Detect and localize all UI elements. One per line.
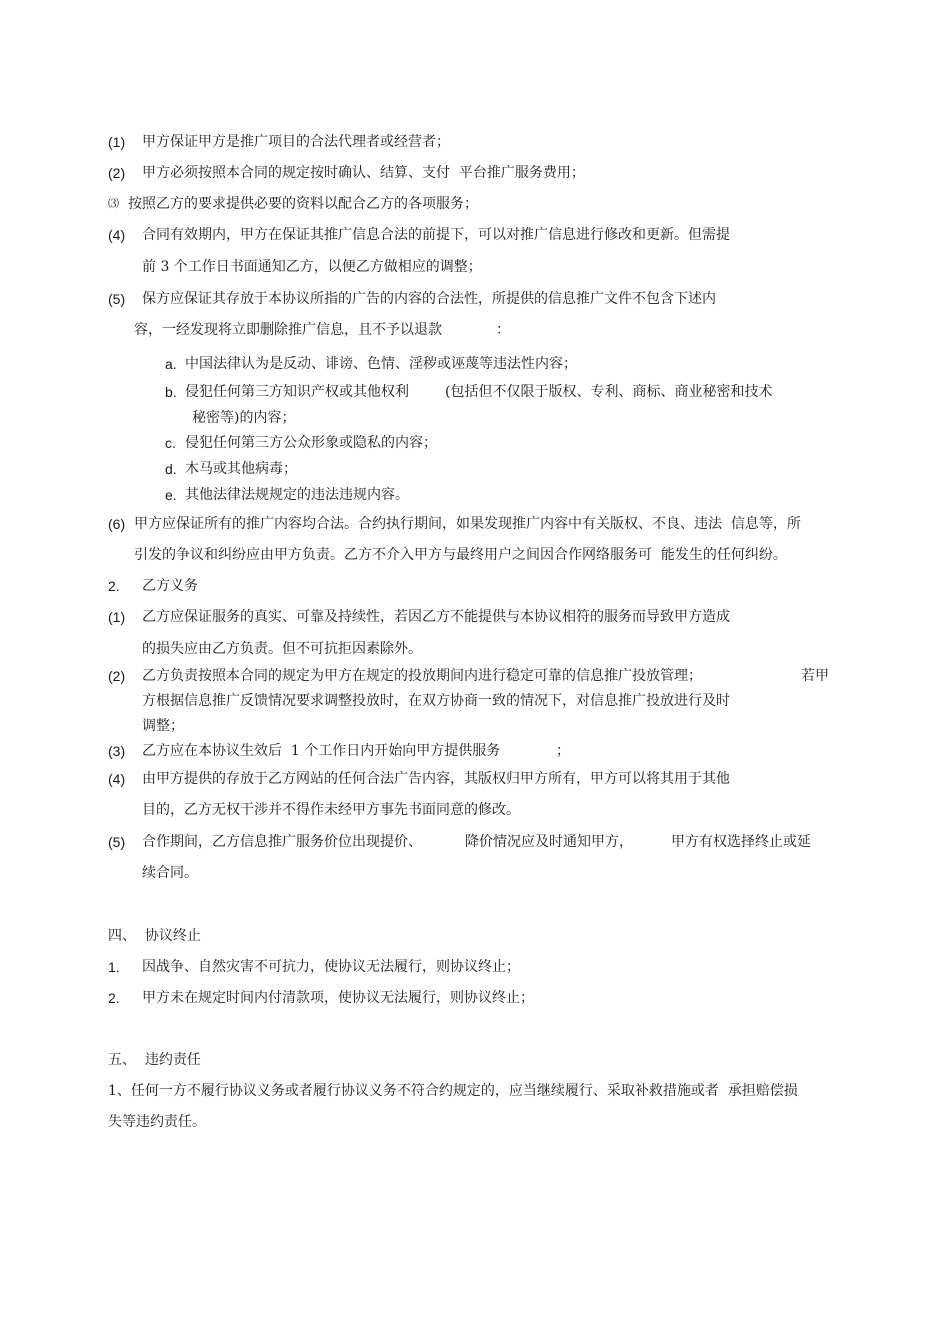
item-number: 1. xyxy=(108,959,120,975)
item-number: (5) xyxy=(108,291,126,307)
sub-item-text: 木马或其他病毒； xyxy=(185,461,297,477)
heading-text: 乙方义务 xyxy=(142,578,198,594)
item-text-2: 降价情况应及时通知甲方， xyxy=(465,834,633,850)
item-text: 乙方应在本协议生效后 1 个工作日内开始向甲方提供服务 xyxy=(142,743,501,759)
item-number: (3) xyxy=(108,743,126,759)
item-text: 甲方应保证所有的推广内容均合法。合约执行期间，如果发现推广内容中有关版权、不良、违法 信息等，所 xyxy=(134,516,801,532)
item-continuation: 续合同。 xyxy=(142,865,198,881)
item-text: 甲方未在规定时间内付清款项，使协议无法履行，则协议终止； xyxy=(142,990,534,1006)
item-number: ⑶ xyxy=(108,197,119,210)
item-continuation: 前 3 个工作日书面通知乙方，以便乙方做相应的调整； xyxy=(142,259,482,275)
sub-item-text: 侵犯任何第三方知识产权或其他权利 xyxy=(185,384,409,400)
item-continuation: 容，一经发现将立即删除推广信息，且不予以退款 xyxy=(134,322,442,338)
item-continuation-2: 调整； xyxy=(142,718,184,734)
item-continuation: 引发的争议和纠纷应由甲方负责。乙方不介入甲方与最终用户之间因合作网络服务可 能发生的任何纠纷。 xyxy=(134,547,787,563)
item-continuation: 方根据信息推广反馈情况要求调整投放时，在双方协商一致的情况下，对信息推广投放进行及时 xyxy=(142,693,730,709)
sub-item-text: 其他法律法规规定的违法违规内容。 xyxy=(185,487,409,503)
item-number: (2) xyxy=(108,165,126,181)
item-number: 2. xyxy=(108,990,120,1006)
section-5-paragraph-line-2: 失等违约责任。 xyxy=(108,1114,206,1130)
sub-item-letter: a. xyxy=(165,356,177,372)
item-continuation: 的损失应由乙方负责。但不可抗拒因素除外。 xyxy=(142,641,422,657)
item-text: 甲方必须按照本合同的规定按时确认、结算、支付 平台推广服务费用； xyxy=(142,165,585,181)
section-5-heading: 五、 违约责任 xyxy=(108,1052,201,1068)
item-text: 合作期间，乙方信息推广服务价位出现提价、 xyxy=(142,834,422,850)
item-text: 乙方应保证服务的真实、可靠及持续性，若因乙方不能提供与本协议相符的服务而导致甲方造成 xyxy=(142,609,730,625)
item-number: (4) xyxy=(108,771,126,787)
item-text-3: 甲方有权选择终止或延 xyxy=(671,834,811,850)
sub-item-letter: c. xyxy=(165,435,176,451)
sub-item-text-2: (包括但不仅限于版权、专利、商标、商业秘密和技术 xyxy=(445,384,773,400)
item-text-2: 若甲 xyxy=(801,668,829,684)
item-text: 按照乙方的要求提供必要的资料以配合乙方的各项服务； xyxy=(128,196,478,212)
item-text-2: ； xyxy=(556,743,570,759)
sub-item-text: 侵犯任何第三方公众形象或隐私的内容； xyxy=(185,435,437,451)
section-4-heading: 四、 协议终止 xyxy=(108,928,201,944)
item-number: (6) xyxy=(108,516,126,532)
item-text: 因战争、自然灾害不可抗力，使协议无法履行，则协议终止； xyxy=(142,959,520,975)
item-continuation: 目的，乙方无权干涉并不得作未经甲方事先书面同意的修改。 xyxy=(142,802,520,818)
item-number: (4) xyxy=(108,227,126,243)
item-number: (1) xyxy=(108,609,126,625)
sub-item-continuation: 秘密等)的内容； xyxy=(192,410,296,426)
heading-number: 2. xyxy=(108,578,120,594)
item-text: 保方应保证其存放于本协议所指的广告的内容的合法性，所提供的信息推广文件不包含下述内 xyxy=(142,291,716,307)
item-number: (5) xyxy=(108,834,126,850)
item-number: (2) xyxy=(108,668,126,684)
sub-item-letter: b. xyxy=(165,384,177,400)
item-text: 乙方负责按照本合同的规定为甲方在规定的投放期间内进行稳定可靠的信息推广投放管理； xyxy=(142,668,702,684)
sub-item-text: 中国法律认为是反动、诽谤、色情、淫秽或诬蔑等违法性内容； xyxy=(185,356,577,372)
item-text: 由甲方提供的存放于乙方网站的任何合法广告内容，其版权归甲方所有，甲方可以将其用于其他 xyxy=(142,771,730,787)
item-text: 甲方保证甲方是推广项目的合法代理者或经营者； xyxy=(142,134,450,150)
section-5-paragraph-line-1: 1、任何一方不履行协议义务或者履行协议义务不符合约规定的，应当继续履行、采取补救措施或者 承担赔偿损 xyxy=(108,1083,798,1099)
item-number: (1) xyxy=(108,134,126,150)
sub-item-letter: d. xyxy=(165,461,177,477)
sub-item-letter: e. xyxy=(165,487,177,503)
item-text: 合同有效期内，甲方在保证其推广信息合法的前提下，可以对推广信息进行修改和更新。但需提 xyxy=(142,227,730,243)
item-continuation-tail: ： xyxy=(496,322,510,338)
